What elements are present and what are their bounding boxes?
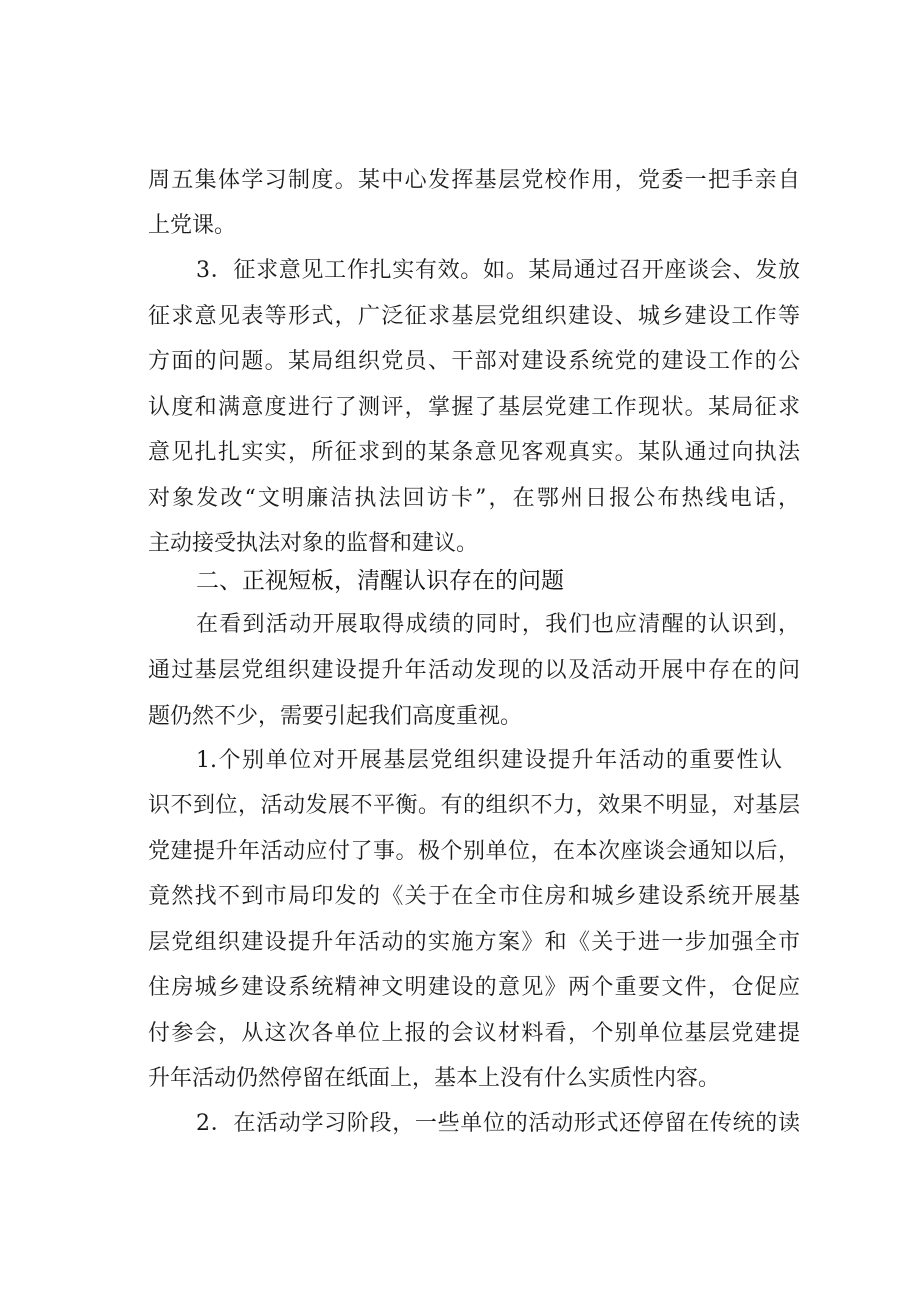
body-text-line: 住房城乡建设系统精神文明建设的意见》两个重要文件，仓促应 [148, 975, 800, 1000]
body-text-line: 认度和满意度进行了测评，掌握了基层党建工作现状。某局征求 [148, 395, 800, 420]
body-text-line: 周五集体学习制度。某中心发挥基层党校作用，党委一把手亲自 [148, 168, 800, 193]
section-heading: 二、正视短板，清醒认识存在的问题 [196, 568, 564, 594]
body-text-line: 征求意见表等形式，广泛征求基层党组织建设、城乡建设工作等 [148, 304, 800, 329]
body-text-line: 通过基层党组织建设提升年活动发现的以及活动开展中存在的问 [148, 658, 800, 683]
body-text-line: 对象发改“文明廉洁执法回访卡”，在鄂州日报公布热线电话， [148, 486, 800, 511]
list-item-2-line: 2．在活动学习阶段，一些单位的活动形式还停留在传统的读 [196, 1111, 800, 1136]
body-text-line: 升年活动仍然停留在纸面上，基本上没有什么实质性内容。 [148, 1066, 721, 1091]
body-text-line: 付参会，从这次各单位上报的会议材料看，个别单位基层党建提 [148, 1021, 800, 1046]
body-text-line: 方面的问题。某局组织党员、干部对建设系统党的建设工作的公 [148, 349, 800, 374]
body-text-line: 意见扎扎实实，所征求到的某条意见客观真实。某队通过向执法 [148, 440, 800, 465]
body-text-line: 题仍然不少，需要引起我们高度重视。 [148, 704, 523, 729]
body-text-line: 识不到位，活动发展不平衡。有的组织不力，效果不明显，对基层 [148, 793, 800, 818]
body-text-line: 上党课。 [148, 213, 237, 238]
body-text-line: 党建提升年活动应付了事。极个别单位，在本次座谈会通知以后， [148, 839, 800, 864]
body-text-line: 在看到活动开展取得成绩的同时，我们也应清醒的认识到， [196, 612, 800, 637]
body-text-line: 主动接受执法对象的监督和建议。 [148, 531, 479, 556]
body-text-line: 竟然找不到市局印发的《关于在全市住房和城乡建设系统开展基 [148, 884, 800, 909]
body-text-line: 层党组织建设提升年活动的实施方案》和《关于进一步加强全市 [148, 930, 800, 955]
list-item-1-line: 1.个别单位对开展基层党组织建设提升年活动的重要性认 [196, 748, 782, 773]
list-item-3-line: 3．征求意见工作扎实有效。如。某局通过召开座谈会、发放 [196, 258, 800, 283]
